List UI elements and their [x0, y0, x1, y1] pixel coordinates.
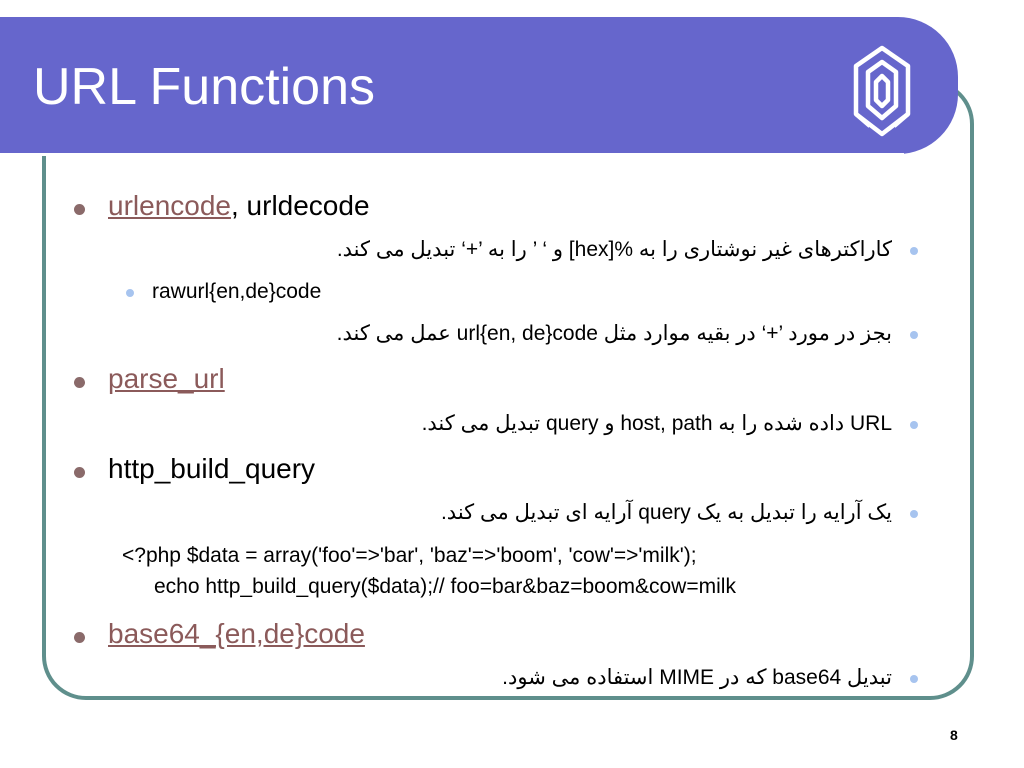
- bullet-dot: [74, 377, 85, 388]
- subitem-parse-url-desc: [422, 411, 892, 436]
- link-parse-url[interactable]: parse_url: [108, 363, 225, 394]
- bullet-parse-url: [108, 363, 225, 395]
- subitem-base64-desc: [502, 665, 892, 690]
- sub-bullet-dot: [910, 247, 918, 255]
- link-urlencode[interactable]: urlencode: [108, 190, 231, 221]
- bullet-http-build-query: [108, 453, 315, 485]
- sub-bullet-dot: [910, 675, 918, 683]
- subitem-urlencode-desc: [337, 237, 892, 262]
- university-logo-icon: [846, 44, 918, 140]
- bullet-dot: [74, 467, 85, 478]
- title-bar: [0, 17, 958, 154]
- link-base64[interactable]: base64_{en,de}code: [108, 618, 365, 649]
- subitem-rawurl-desc: [337, 321, 892, 346]
- sub-bullet-dot: [126, 289, 134, 297]
- code-line: <?php $data = array('foo'=>'bar', 'baz'=>'boom', 'cow'=>'milk');: [122, 544, 697, 567]
- bullet-base64: [108, 618, 365, 650]
- bullet-urlencode: [108, 190, 370, 222]
- subitem-text: بجز در مورد ’+‘ در بقیه موارد مثل url{en, de}code عمل می کند.: [336, 322, 892, 345]
- subitem-text: تبدیل base64 که در MIME استفاده می شود.: [502, 666, 892, 689]
- subitem-text: یک آرایه را تبدیل به یک query آرایه ای تبدیل می کند.: [440, 501, 892, 524]
- item-text: , urldecode: [230, 190, 370, 221]
- title-underline: [0, 153, 904, 156]
- slide-title: URL Functions: [33, 58, 375, 116]
- sub-bullet-dot: [910, 421, 918, 429]
- subitem-text: rawurl{en,de}code: [152, 280, 322, 303]
- subitem-text: URL داده شده را به host, path و query تبدیل می کند.: [421, 412, 892, 435]
- page-number: 8: [950, 727, 958, 743]
- bullet-dot: [74, 632, 85, 643]
- subitem-http-build-query-desc: [441, 500, 892, 525]
- item-text: http_build_query: [108, 453, 316, 484]
- sub-bullet-dot: [910, 510, 918, 518]
- bullet-dot: [74, 204, 85, 215]
- subitem-text: کاراکترهای غیر نوشتاری را به %[hex] و ‘ ’ را به ’+‘ تبدیل می کند.: [336, 238, 892, 261]
- code-example: [122, 540, 736, 602]
- sub-bullet-dot: [910, 331, 918, 339]
- code-line: echo http_build_query($data);// foo=bar&baz=boom&cow=milk: [154, 575, 736, 598]
- subitem-rawurl: [152, 280, 321, 304]
